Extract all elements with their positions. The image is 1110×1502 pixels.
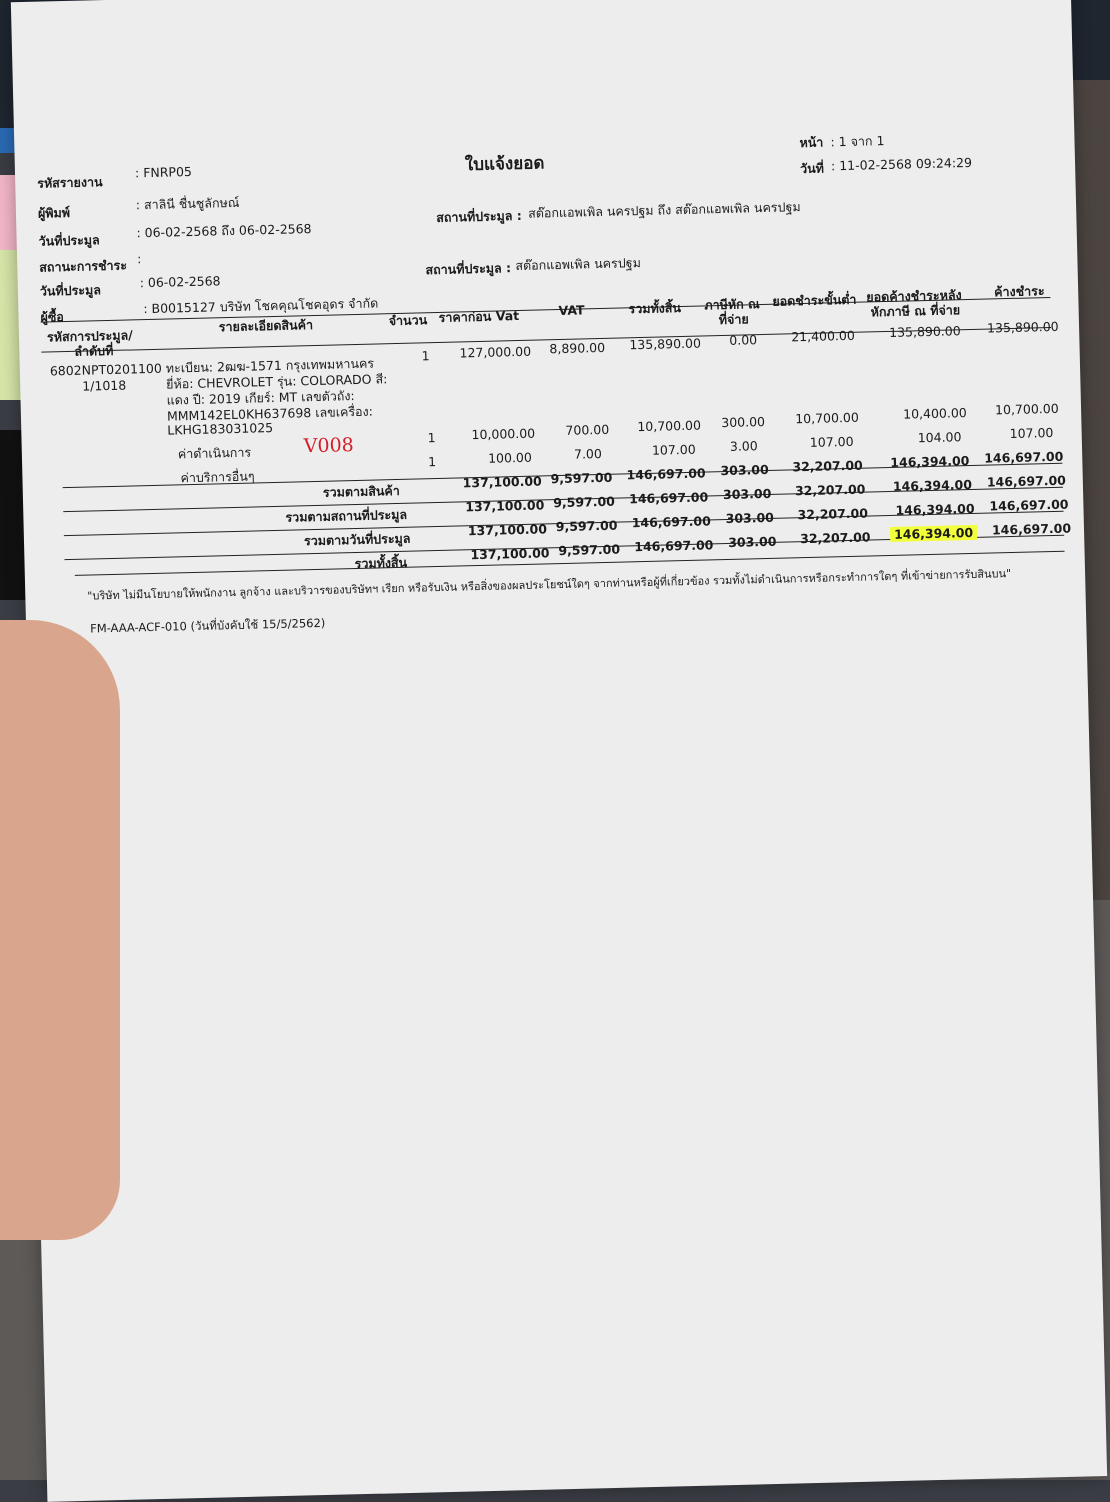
- summary-label: รวมตามสถานที่ประมูล: [285, 506, 408, 525]
- document-title: ใบแจ้งยอด: [464, 153, 545, 176]
- item-outstanding: 135,890.00: [986, 318, 1059, 336]
- summary-wht: 303.00: [722, 485, 772, 503]
- col-detail: รายละเอียดสินค้า: [218, 317, 314, 335]
- item-after-wht: 135,890.00: [888, 323, 961, 340]
- summary-outstanding: 146,697.00: [991, 520, 1072, 538]
- summary-vat: 9,597.00: [550, 469, 613, 487]
- page-value: : 1 จาก 1: [830, 133, 885, 150]
- fee-qty: 1: [427, 454, 437, 470]
- summary-vat: 9,597.00: [555, 517, 618, 535]
- payment-status: :: [136, 251, 142, 267]
- summary-wht: 303.00: [725, 509, 775, 526]
- auction-date-range: : 06-02-2568 ถึง 06-02-2568: [136, 221, 312, 241]
- statement-document: [11, 0, 1107, 1502]
- item-seq: 1/1018: [82, 377, 127, 394]
- col-min-pay: ยอดชำระขั้นต่ำ: [772, 291, 857, 309]
- summary-total: 146,697.00: [626, 465, 706, 483]
- fee-total: 10,700.00: [637, 417, 702, 435]
- printer-label: ผู้พิมพ์: [37, 204, 71, 221]
- summary-min-pay: 32,207.00: [799, 529, 871, 547]
- item-min-pay: 21,400.00: [791, 327, 856, 345]
- summary-outstanding: 146,697.00: [984, 448, 1064, 466]
- location2-value: สต๊อกแอพเพิล นครปฐม: [515, 254, 642, 274]
- item-detail-line: LKHG183031025: [167, 420, 274, 438]
- fee-min-pay: 107.00: [809, 433, 854, 450]
- fee-wht: 3.00: [729, 438, 758, 454]
- item-detail-line: แดง ปี: 2019 เกียร์: MT เลขตัวถัง:: [166, 388, 355, 408]
- summary-label: รวมทั้งสิ้น: [354, 554, 408, 572]
- col-after-wht: ยอดค้างชำระหลัง: [866, 287, 962, 305]
- fee-label: ค่าบริการอื่นๆ: [180, 468, 255, 486]
- fee-vat: 700.00: [565, 421, 610, 438]
- location-label: สถานที่ประมูล :: [436, 207, 522, 225]
- summary-min-pay: 32,207.00: [792, 457, 863, 475]
- summary-after-wht: 146,394.00: [895, 500, 975, 518]
- summary-total: 146,697.00: [628, 489, 709, 507]
- summary-label: รวมตามสินค้า: [322, 482, 400, 500]
- col-total: รวมทั้งสิ้น: [628, 300, 682, 317]
- item-price: 127,000.00: [459, 343, 532, 361]
- buyer-label: ผู้ซื้อ: [40, 309, 65, 325]
- summary-min-pay: 32,207.00: [794, 481, 866, 499]
- item-detail-line: ทะเบียน: 2ฒฆ-1571 กรุงเทพมหานคร: [165, 355, 375, 376]
- fee-after-wht: 104.00: [917, 429, 962, 446]
- col-code-2: ลำดับที่: [74, 342, 114, 359]
- fee-outstanding: 10,700.00: [994, 400, 1059, 418]
- item-code: 6802NPT0201100: [49, 360, 163, 379]
- fee-outstanding: 107.00: [1009, 424, 1054, 442]
- fee-total: 107.00: [651, 441, 696, 458]
- summary-after-wht: 146,394.00: [890, 453, 970, 470]
- date-label: วันที่: [799, 160, 825, 177]
- item-detail-line: ยี่ห้อ: CHEVROLET รุ่น: COLORADO สี:: [166, 371, 388, 392]
- col-vat: VAT: [558, 302, 585, 319]
- auction-date2-label: วันที่ประมูล: [39, 282, 102, 299]
- statement-paper: [11, 0, 1107, 1502]
- item-qty: 1: [421, 348, 430, 364]
- col-after-wht-2: หักภาษี ณ ที่จ่าย: [870, 302, 961, 320]
- summary-wht: 303.00: [720, 461, 769, 479]
- col-price: ราคาก่อน Vat: [438, 307, 520, 325]
- fee-price: 100.00: [487, 449, 533, 466]
- summary-price: 137,100.00: [465, 497, 545, 515]
- fee-wht: 300.00: [721, 414, 766, 431]
- handwritten-note: V008: [303, 434, 355, 458]
- disclaimer-text: "บริษัท ไม่มีนโยบายให้พนักงาน ลูกจ้าง และบริวารของบริษัทฯ เรียก หรือรับเงิน หรือสิ่งของผลประโยชน์ใดๆ จากท่านหรือผู้ที่เกี่ยวข้อง รวมทั้งไม่ดำเนินการหรือกระทำการใดๆ ที่เข้าข่ายการรับสินบน": [87, 567, 1012, 603]
- location2-label: สถานที่ประมูล :: [425, 260, 512, 278]
- fee-label: ค่าดำเนินการ: [177, 444, 252, 462]
- summary-outstanding: 146,697.00: [989, 496, 1069, 514]
- summary-total: 146,697.00: [634, 537, 714, 555]
- auction-date2: : 06-02-2568: [139, 273, 221, 291]
- summary-label: รวมตามวันที่ประมูล: [303, 530, 411, 549]
- col-wht: ภาษีหัก ณ: [704, 296, 760, 313]
- report-code-label: รหัสรายงาน: [37, 174, 103, 191]
- report-code: : FNRP05: [134, 163, 193, 181]
- summary-wht: 303.00: [728, 533, 777, 550]
- holding-hand: [0, 620, 120, 1240]
- fee-price: 10,000.00: [471, 425, 536, 443]
- summary-price: 137,100.00: [467, 521, 548, 539]
- buyer-name: : B0015127 บริษัท โชคคุณโชคอุดร จำกัด: [143, 295, 379, 317]
- payment-status-label: สถานะการชำระ: [39, 257, 128, 275]
- col-outstanding: ค้างชำระ: [994, 283, 1045, 300]
- printer-name: : สาลินี ชื่นชูลักษณ์: [135, 194, 240, 213]
- summary-min-pay: 32,207.00: [797, 505, 869, 523]
- col-wht-2: ที่จ่าย: [718, 311, 749, 328]
- item-detail-line: MMM142EL0KH637698 เลขเครื่อง:: [166, 403, 374, 424]
- form-code: FM-AAA-ACF-010 (วันที่บังคับใช้ 15/5/2562): [89, 615, 326, 636]
- location-range: สต๊อกแอพเพิล นครปฐม ถึง สต๊อกแอพเพิล นครปฐม: [527, 199, 801, 221]
- highlighted-total-after-wht: 146,394.00: [890, 525, 977, 542]
- summary-vat: 9,597.00: [553, 493, 616, 511]
- summary-price: 137,100.00: [470, 545, 550, 563]
- col-qty: จำนวน: [388, 312, 428, 329]
- auction-date-label: วันที่ประมูล: [38, 232, 100, 249]
- fee-vat: 7.00: [573, 446, 603, 462]
- summary-total: 146,697.00: [631, 513, 711, 531]
- summary-after-wht: 146,394.00: [892, 476, 973, 494]
- item-wht: 0.00: [729, 332, 758, 348]
- summary-price: 137,100.00: [462, 473, 542, 491]
- item-total: 135,890.00: [629, 335, 702, 353]
- page-label: หน้า: [799, 134, 824, 151]
- fee-qty: 1: [427, 430, 436, 446]
- summary-outstanding: 146,697.00: [986, 472, 1067, 490]
- summary-vat: 9,597.00: [558, 541, 621, 559]
- fee-after-wht: 10,400.00: [902, 405, 967, 422]
- col-code: รหัสการประมูล/: [46, 327, 133, 345]
- fee-min-pay: 10,700.00: [795, 409, 860, 427]
- date-value: : 11-02-2568 09:24:29: [830, 154, 973, 174]
- item-vat: 8,890.00: [549, 339, 606, 357]
